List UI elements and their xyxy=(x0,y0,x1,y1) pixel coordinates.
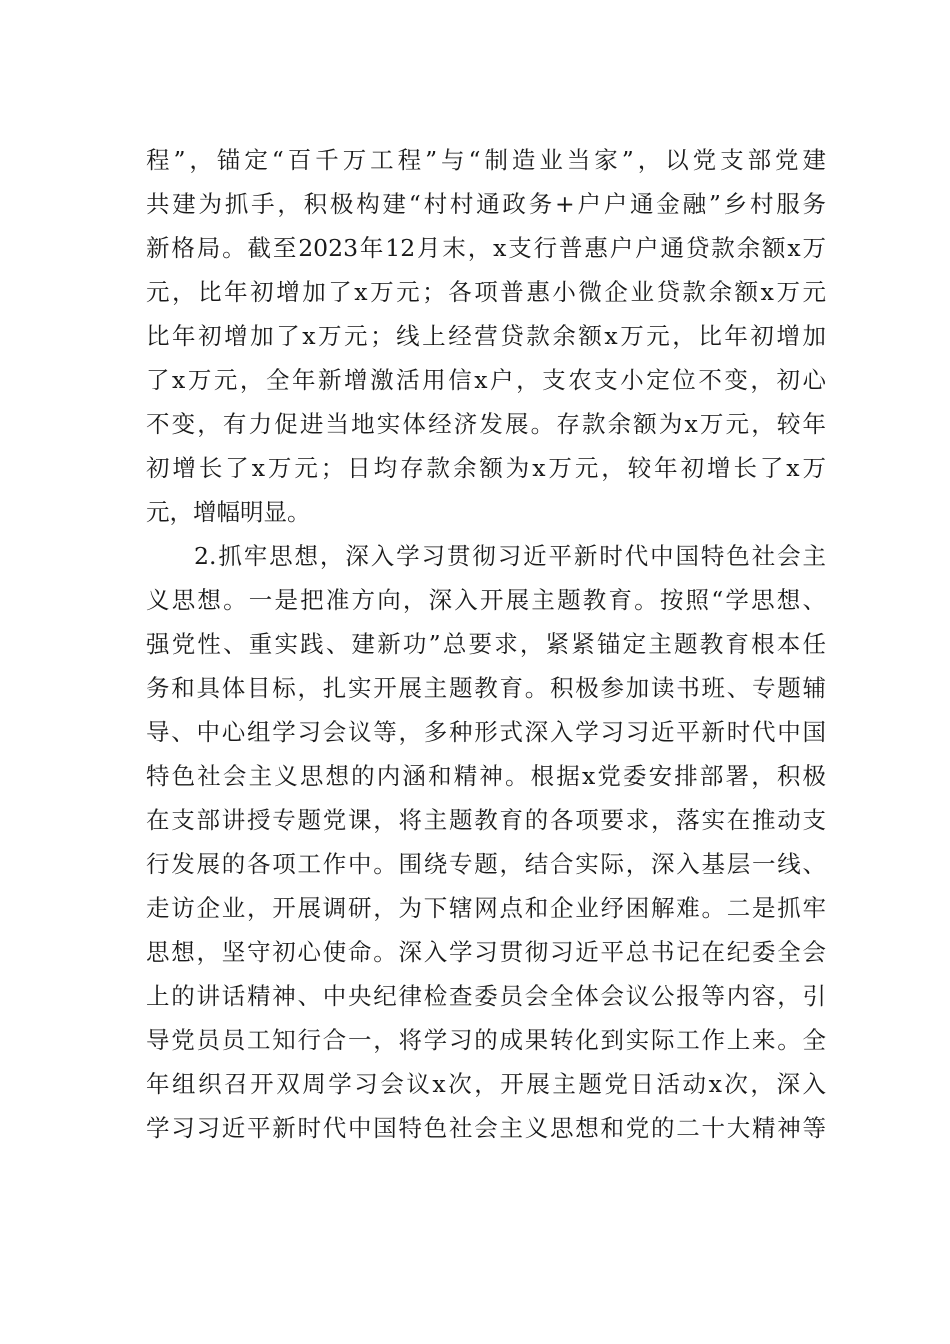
paragraph-line: 初增长了x万元；日均存款余额为x万元，较年初增长了x万 xyxy=(146,454,826,482)
paragraph-line: 共建为抓手，积极构建“村村通政务+户户通金融”乡村服务 xyxy=(146,190,826,218)
paragraph-line: 上的讲话精神、中央纪律检查委员会全体会议公报等内容，引 xyxy=(146,982,826,1010)
paragraph-line: 特色社会主义思想的内涵和精神。根据x党委安排部署，积极 xyxy=(146,762,826,790)
paragraph-line: 在支部讲授专题党课，将主题教育的各项要求，落实在推动支 xyxy=(146,806,826,834)
paragraph-line: 走访企业，开展调研，为下辖网点和企业纾困解难。二是抓牢 xyxy=(146,894,826,922)
paragraph-line: 导、中心组学习会议等，多种形式深入学习习近平新时代中国 xyxy=(146,718,826,746)
paragraph-line: 不变，有力促进当地实体经济发展。存款余额为x万元，较年 xyxy=(146,410,826,438)
paragraph-line: 元，增幅明显。 xyxy=(146,498,311,526)
paragraph-line: 学习习近平新时代中国特色社会主义思想和党的二十大精神等 xyxy=(146,1114,826,1142)
paragraph-line: 行发展的各项工作中。围绕专题，结合实际，深入基层一线、 xyxy=(146,850,826,878)
paragraph-line: 程”，锚定“百千万工程”与“制造业当家”，以党支部党建 xyxy=(146,146,826,174)
paragraph-heading-line: 2.抓牢思想，深入学习贯彻习近平新时代中国特色社会主 xyxy=(194,542,826,570)
paragraph-line: 导党员员工知行合一，将学习的成果转化到实际工作上来。全 xyxy=(146,1026,826,1054)
paragraph-line: 年组织召开双周学习会议x次，开展主题党日活动x次，深入 xyxy=(146,1070,826,1098)
paragraph-line: 元，比年初增加了x万元；各项普惠小微企业贷款余额x万元 xyxy=(146,278,826,306)
paragraph-line: 了x万元，全年新增激活用信x户，支农支小定位不变，初心 xyxy=(146,366,826,394)
paragraph-line: 思想，坚守初心使命。深入学习贯彻习近平总书记在纪委全会 xyxy=(146,938,826,966)
paragraph-line: 新格局。截至2023年12月末，x支行普惠户户通贷款余额x万 xyxy=(146,234,826,262)
paragraph-line: 务和具体目标，扎实开展主题教育。积极参加读书班、专题辅 xyxy=(146,674,826,702)
paragraph-line: 强党性、重实践、建新功”总要求，紧紧锚定主题教育根本任 xyxy=(146,630,826,658)
paragraph-line: 比年初增加了x万元；线上经营贷款余额x万元，比年初增加 xyxy=(146,322,826,350)
paragraph-line: 义思想。一是把准方向，深入开展主题教育。按照“学思想、 xyxy=(146,586,826,614)
